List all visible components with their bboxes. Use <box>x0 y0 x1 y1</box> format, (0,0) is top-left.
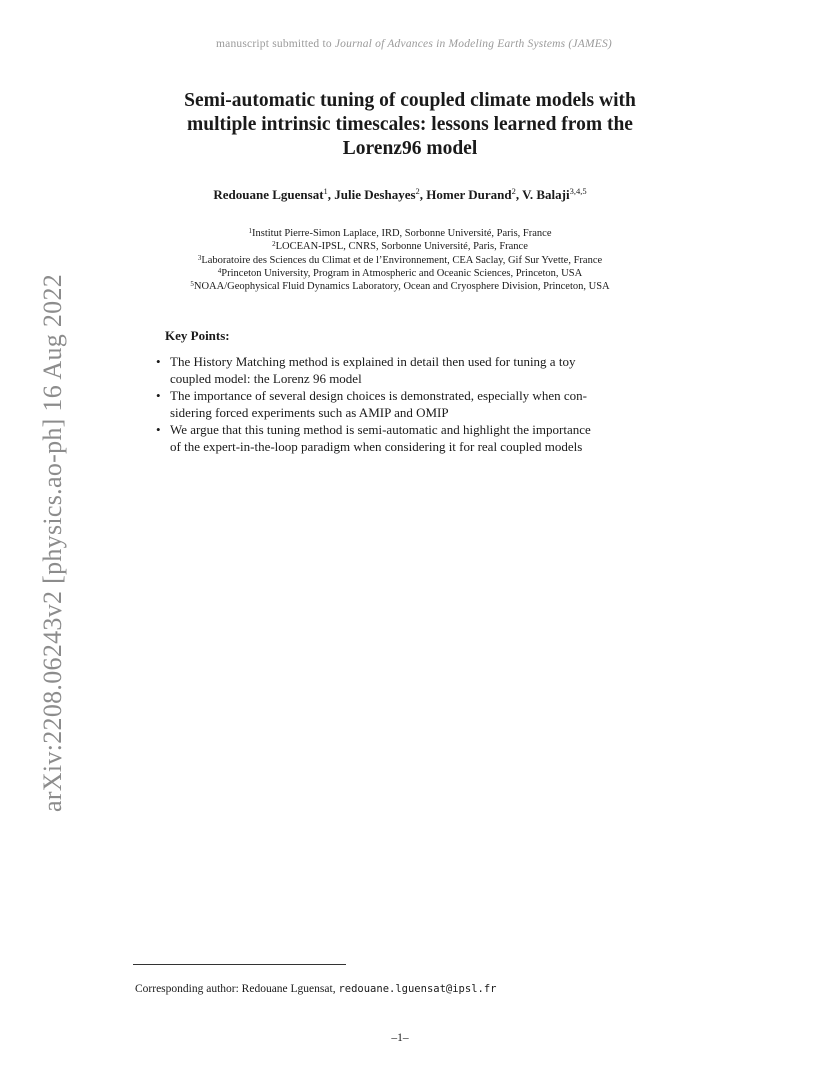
corresponding-author-footnote <box>135 983 497 995</box>
author-email-link[interactable]: redouane.lguensat@ipsl.fr <box>338 983 497 995</box>
running-header <box>0 38 828 50</box>
affiliation-mark: 1 <box>248 227 252 235</box>
header-journal: Journal of Advances in Modeling Earth Systems (JAMES) <box>334 38 612 50</box>
title-line: multiple intrinsic timescales: lessons learned from the <box>187 114 633 135</box>
author-name: Julie Deshayes <box>334 187 416 202</box>
affiliation-text: Princeton University, Program in Atmospheric and Oceanic Sciences, Princeton, USA <box>221 267 583 279</box>
affiliation-mark: 5 <box>190 280 194 289</box>
key-point-item <box>150 354 670 387</box>
title-line: Lorenz96 model <box>342 138 478 159</box>
key-point-line: sidering forced experiments such as AMIP and OMIP <box>170 404 449 420</box>
affiliation <box>100 279 700 292</box>
bullet-icon: • <box>156 354 161 369</box>
bullet-icon: • <box>156 422 161 437</box>
key-point-line: The History Matching method is explained in detail then used for tuning a toy <box>170 354 576 369</box>
affiliation <box>100 239 700 252</box>
header-prefix: manuscript submitted to <box>216 38 335 50</box>
author-affiliation-mark: 1 <box>323 186 328 196</box>
key-point-line: of the expert-in-the-loop paradigm when considering it for real coupled models <box>170 438 583 454</box>
affiliation-mark: 3 <box>197 253 202 262</box>
page-number: –1– <box>391 1032 409 1044</box>
author-affiliation-mark: 2 <box>511 186 516 196</box>
author-affiliation-mark: 2 <box>415 186 420 196</box>
title-line: Semi-automatic tuning of coupled climate models with <box>184 90 636 111</box>
key-point-line: coupled model: the Lorenz 96 model <box>170 370 362 386</box>
arxiv-stamp: arXiv:2208.06243v2 [physics.ao-ph] 16 Aug 2022 <box>38 273 67 812</box>
key-point-item <box>150 388 670 421</box>
author-name: Homer Durand <box>426 187 512 202</box>
key-point-item <box>150 422 670 455</box>
affiliation-mark: 4 <box>217 266 222 275</box>
paper-title <box>110 89 710 161</box>
key-point-line: We argue that this tuning method is semi-automatic and highlight the importance <box>170 422 591 437</box>
key-points-heading: Key Points: <box>165 328 230 343</box>
author-separator: , <box>419 187 427 202</box>
footnote-divider <box>133 964 346 965</box>
affiliation <box>100 226 700 239</box>
author-name: Redouane Lguensat <box>213 187 324 202</box>
author-affiliation-mark: 3,4,5 <box>569 186 587 196</box>
author-separator: , <box>515 187 523 202</box>
author-name: V. Balaji <box>522 187 570 202</box>
affiliation-mark: 2 <box>272 240 276 249</box>
affiliation-text: LOCEAN-IPSL, CNRS, Sorbonne Université, Paris, France <box>275 241 528 253</box>
affiliation-list <box>100 226 700 292</box>
key-point-line: The importance of several design choices is demonstrated, especially when con- <box>170 388 587 403</box>
affiliation-text: Laboratoire des Sciences du Climat et de l’Environnement, CEA Saclay, Gif Sur Yvette, France <box>201 254 603 266</box>
affiliation-text: Institut Pierre-Simon Laplace, IRD, Sorbonne Université, Paris, France <box>252 228 552 239</box>
author-list <box>0 186 800 203</box>
affiliation <box>100 266 700 279</box>
affiliation <box>100 253 700 266</box>
footnote-label: Corresponding author: Redouane Lguensat, <box>135 983 339 995</box>
key-points-list <box>150 354 670 456</box>
author-separator: , <box>327 187 335 202</box>
affiliation-text: NOAA/Geophysical Fluid Dynamics Laboratory, Ocean and Cryosphere Division, Princeton, USA <box>193 281 610 293</box>
bullet-icon: • <box>156 388 161 403</box>
